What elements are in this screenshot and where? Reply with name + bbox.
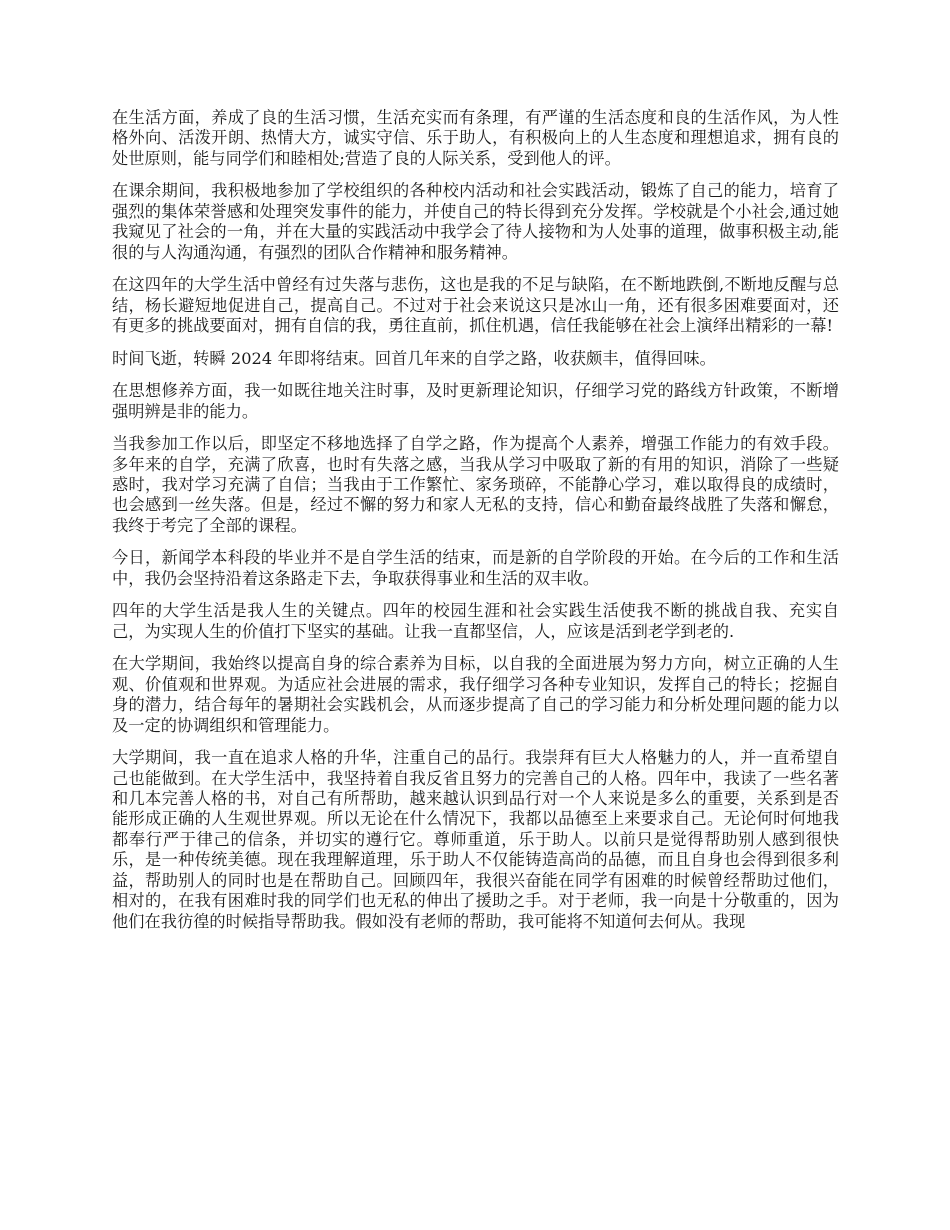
paragraph-5: 在思想修养方面，我一如既往地关注时事，及时更新理论知识，仔细学习党的路线方针政策，不断增强明辨是非的能力。: [112, 381, 839, 421]
paragraph-4: 时间飞逝，转瞬 2024 年即将结束。回首几年来的自学之路，收获颇丰，值得回味。: [112, 348, 716, 368]
paragraph-3: 在这四年的大学生活中曾经有过失落与悲伤，这也是我的不足与缺陷，在不断地跌倒,不断地反醒与总结，杨长避短地促进自己，提高自己。不过对于社会来说这只是冰山一角，还有很多困难要面对，还有更多的挑战要面对，拥有自信的我，勇往直前，抓住机遇，信任我能够在社会上演绎出精彩的一幕!: [112, 275, 839, 336]
paragraph-8: 四年的大学生活是我人生的关键点。四年的校园生涯和社会实践生活使我不断的挑战自我、充实自己，为实现人生的价值打下坚实的基础。让我一直都坚信，人，应该是活到老学到老的.: [112, 601, 839, 641]
document-body: [112, 108, 839, 932]
paragraph-7: 今日，新闻学本科段的毕业并不是自学生活的结束，而是新的自学阶段的开始。在今后的工作和生活中，我仍会坚持沿着这条路走下去，争取获得事业和生活的双丰收。: [112, 548, 839, 588]
paragraph-2: 在课余期间，我积极地参加了学校组织的各种校内活动和社会实践活动，锻炼了自己的能力，培育了强烈的集体荣誉感和处理突发事件的能力，并使自己的特长得到充分发挥。学校就是个小社会,通过她我窥见了社会的一角，并在大量的实践活动中我学会了待人接物和为人处事的道理，做事积极主动,能很的与人沟通沟通，有强烈的团队合作精神和服务精神。: [112, 181, 839, 262]
paragraph-9: 在大学期间，我始终以提高自身的综合素养为目标，以自我的全面进展为努力方向，树立正确的人生观、价值观和世界观。为适应社会进展的需求，我仔细学习各种专业知识，发挥自己的特长；挖掘自身的潜力，结合每年的暑期社会实践机会，从而逐步提高了自己的学习能力和分析处理问题的能力以及一定的协调组织和管理能力。: [112, 654, 839, 735]
paragraph-10: 大学期间，我一直在追求人格的升华，注重自己的品行。我崇拜有巨大人格魅力的人，并一直希望自己也能做到。在大学生活中，我坚持着自我反省且努力的完善自己的人格。四年中，我读了一些名著和几本完善人格的书，对自己有所帮助，越来越认识到品行对一个人来说是多么的重要，关系到是否能形成正确的人生观世界观。所以无论在什么情况下，我都以品德至上来要求自己。无论何时何地我都奉行严于律己的信条，并切实的遵行它。尊师重道，乐于助人。以前只是觉得帮助别人感到很快乐，是一种传统美德。现在我理解道理，乐于助人不仅能铸造高尚的品德，而且自身也会得到很多利益，帮助别人的同时也是在帮助自己。回顾四年，我很兴奋能在同学有困难的时候曾经帮助过他们，相对的，在我有困难时我的同学们也无私的伸出了援助之手。对于老师，我一向是十分敬重的，因为他们在我彷徨的时候指导帮助我。假如没有老师的帮助，我可能将不知道何去何从。我现: [112, 748, 839, 931]
paragraph-1: 在生活方面，养成了良的生活习惯，生活充实而有条理，有严谨的生活态度和良的生活作风，为人性格外向、活泼开朗、热情大方，诚实守信、乐于助人，有积极向上的人生态度和理想追求，拥有良的处世原则，能与同学们和睦相处;营造了良的人际关系，受到他人的评。: [112, 108, 839, 168]
paragraph-6: 当我参加工作以后，即坚定不移地选择了自学之路，作为提高个人素养，增强工作能力的有效手段。多年来的自学，充满了欣喜，也时有失落之感，当我从学习中吸取了新的有用的知识，消除了一些疑惑时，我对学习充满了自信；当我由于工作繁忙、家务琐碎，不能静心学习，难以取得良的成绩时，也会感到一丝失落。但是，经过不懈的努力和家人无私的支持，信心和勤奋最终战胜了失落和懈怠，我终于考完了全部的课程。: [112, 434, 839, 535]
